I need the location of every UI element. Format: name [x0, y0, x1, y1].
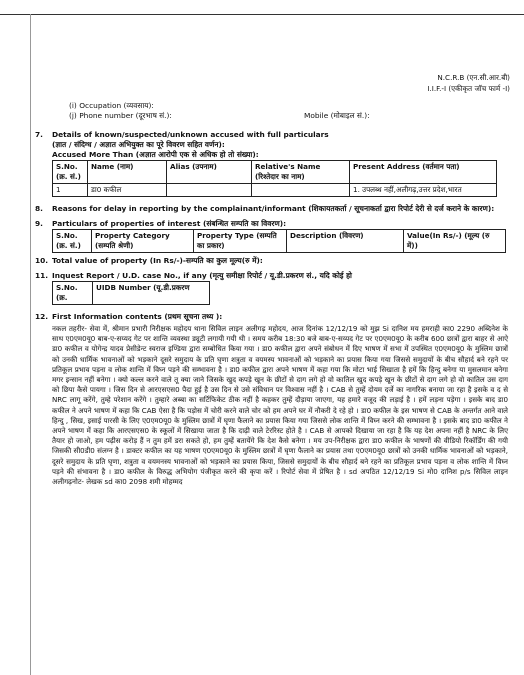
- org-name: N.C.R.B (एन.सी.आर.बी): [437, 73, 510, 82]
- occupation-row: (i) Occupation (व्यवसाय):: [69, 101, 154, 110]
- property-table: S.No. (क्र. सं.) Property Category (सम्पति श्रेणी) Property Type (सम्पति का प्रकार) Description (विवरण) Value(In Rs/-) (मूल्य (रु में)): [52, 229, 506, 253]
- left-margin-rule: [30, 14, 31, 675]
- mobile-label: Mobile (मोबाइल सं.):: [304, 111, 370, 120]
- section-7: 7. Details of known/suspected/unknown accused with full particulars: [35, 130, 329, 139]
- table-row: 1 डा0 कफील 1. उपलब्ध नहीं,अलीगढ़,उत्तर प्रदेश,भारत: [53, 184, 497, 197]
- form-body: [35, 101, 508, 487]
- section-9: 9. Particulars of properties of interest (संबन्धित सम्पति का विवरण):: [35, 219, 287, 228]
- accused-count-label: Accused More Than (अज्ञात आरोपी एक से अधिक हो तो संख्या):: [52, 150, 259, 159]
- section-7-title-hi: (ज्ञात / संदिग्ध / अज्ञात अभियुक्त का पूरे विवरण सहित वर्णन):: [52, 140, 225, 149]
- inquest-table: S.No. (क्र. UIDB Number (यू.डी.प्रकरण: [52, 281, 210, 305]
- section-12: 12. First Information contents (प्रथम सूचना तथ्य ):: [35, 312, 223, 321]
- top-rule: [0, 0, 524, 15]
- section-10: 10. Total value of property (In Rs/-)-सम्पति का कुल मूल्य(रु में):: [35, 256, 263, 265]
- form-header: [427, 72, 510, 94]
- section-11: 11. Inquest Report / U.D. case No., if any (मृत्यु समीक्षा रिपोर्ट / यू.डी.प्रकरण सं., यदि कोई हो: [35, 271, 352, 280]
- form-name: I.I.F.-I (एकीकृत जॉच फार्म -I): [427, 84, 510, 93]
- section-8: 8. Reasons for delay in reporting by the complainant/informant (शिकायतकर्ता / सूचनाकर्ता द्वारा रिपोर्ट देरी से दर्ज कराने के कारण):: [35, 204, 495, 213]
- phone-row: (j) Phone number (दूरभाष सं.): Mobile (मोबाइल सं.):: [69, 111, 370, 120]
- first-information-text: नकल तहरीर- सेवा में, श्रीमान प्रभारी निरीक्षक महोदय थाना सिविल लाइन अलीगढ़ महोदय, आज दिनांक 12/12/19 को मुझ Si दानिश मय हमराही का0 2290 अब्दिनेश के साथ ए0एम0यू0 बाब-ए-सय्यद गेट पर शान्ति व्यवस्था ड्यूटी लगायी गयी थी । समय करीब 18:30 बजे बाब-ए-सय्यद गेट पर ए0एम0यू0 के करीब 600 छात्रों द्वारा बाहर से आऐ डा0 कफील व योगेन्द्र यादव प्रेसीडेन्ट स्वराज इण्डिया द्वारा सम्बोधित किया गया । डा0 कफील द्वारा अपने संबोधन में दिए भाषण में सभा में उपस्थित ए0एम0यू0 के मुस्लिम छात्रों को उनकी धार्मिक भावनाओं को भड़काने दूसरे समुदाय के प्रति घृणा शत्रुता व वयमस्य भावनाओं को भड़काने का प्रयास किया गया जिससे समुदायों के बीच सौहार्द बने रहने पर प्रतिकूल प्रभाव पड़ना व लोक शान्ति में विघ्न पड़ने की सम्भावना है । डा0 कफील द्वारा अपने भाषण में कहा गया कि मोटा भाई सिखाता है हमें कि हिन्दु बनेगा या मुसलमान बनेगा मगर इन्सान नहीं बनेगा । क्यो कल्ल करने वाले तू क्या जाने जिसके खुद कपड़े खून के छीटों से दाग लगे हो वो कातिल खुद कपड़े खून के छीटों से दाग लगे हो वो कातिल उस दाग को छिपा कैसे पायगा । जिस दिन से आरएसएस0 पैदा हुई है उस दिन से उसे संविधान पर विश्वास नहीं है । CAB से तुम्हें दोयम दर्जे का नागरिक बनाया जा रहा है इसके व द से NRC लागू करेंगे, तुम्हे परेशान करेंगे । तुम्हारे अब्बा का सर्टिफिकेट ठीक नहीं है कहकर तुम्हें दौड़ाया जाएगा, यह हमारे वजूद की लड़ाई है । हमें लड़ना पड़ेगा । इसके बाद डा0 कफील ने अपने भाषण में कहा कि CAB ऐसा है कि पड़ोस में चोरी करने वाले चोर को हम अपने घर में नौकरी दे रहे हो । डा0 कफील के इस भाषण से CAB के अन्तर्गत आने वाले हिन्दु , सिख, इसाई पारसी के लिए ए0एम0यू0 के मुस्लिम छात्रों में घृणा फैलाने का प्रयास किया गया जिससे लोक शान्ति में विघ्न करने की सम्भावना है । इसके बाद डा0 कफील ने अपने भाषण में कहा कि आरएसएस0 के स्कूलों में सिखाया जाता है कि दाढ़ी वाले टेररिस्ट होते है । CAB से आपको दिखाया जा रहा है कि यह देश अपना नहीं है NRC के लिए तैयार हो जाओ, हम पढ़ीस करोड़ हैं न तुम हमें डरा सकते हो, हम तुम्हें बतायेंगे कि देश कैसे बनेगा । मय उप-निरीक्षक द्वारा डा0 कफील के भाषणों की वीडियो रिकॉर्डिंग की गयी जिसकी सी0डी0 संलग्न है । डाक्टर कफील का यह भाषण ए0एम0यू0 के मुस्लिम छात्रों में घृणा फैलाने का प्रयास तथा ए0एम0यू0 छात्रों को उनकी धार्मिक भावनाओं को भड़काने, दूसरे समुदाय के प्रति घृणा, शत्रुता व वयमनस्य भावनाओं को भड़काने का प्रयास किया, जिससे समुदायों के बीच सौहार्द बने रहने का प्रतिकूल प्रभाव पड़ना व लोक शान्ति में विघ्न पड़ने की संभावना है । डा0 कफील के विरुद्ध अभियोग पंजीकृत करने की कृपा करें । रिपोर्ट सेवा में प्रेषित है । sd अपठित 12/12/19 Si मो0 दानिश p/s सिविल लाइन अलीगढ़नोट- लेखक sd का0 2098 शमी मोहम्मद: [52, 324, 508, 487]
- accused-table: S.No.(क्र. सं.) Name (नाम) Alias (उपनाम) Relative's Name (रिश्तेदार का नाम) Present Address (वर्तमान पता) 1 डा0 कफील 1. उपलब्ध नहीं,अलीगढ़,उत्तर प्रदेश,भारत: [52, 160, 497, 197]
